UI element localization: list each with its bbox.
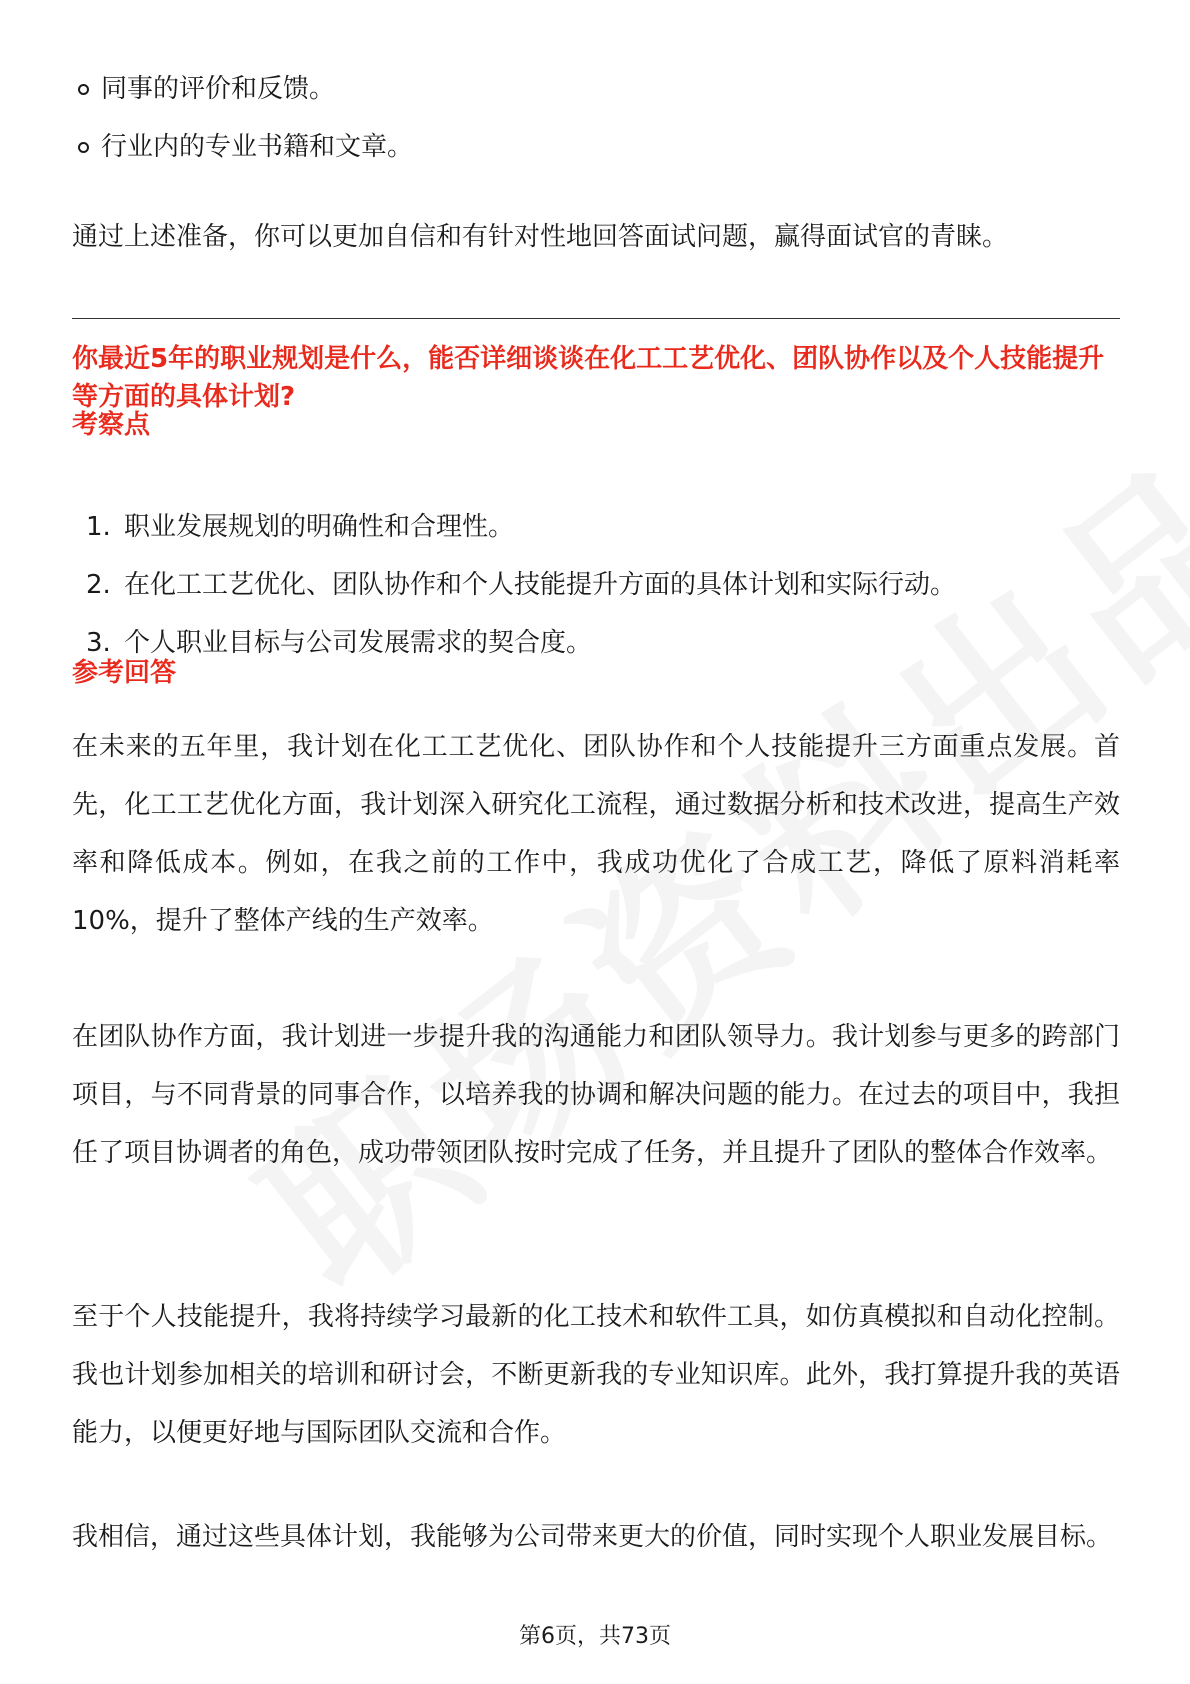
section-divider <box>72 318 1120 319</box>
answer-paragraph: 在未来的五年里，我计划在化工工艺优化、团队协作和个人技能提升三方面重点发展。首先，化工工艺优化方面，我计划深入研究化工流程，通过数据分析和技术改进，提高生产效率和降低成本。例如，在我之前的工作中，我成功优化了合成工艺，降低了原料消耗率10%，提升了整体产线的生产效率。 <box>72 732 1120 936</box>
list-item <box>86 508 956 546</box>
list-item <box>78 128 413 166</box>
list-item <box>86 624 956 662</box>
answer-paragraph: 至于个人技能提升，我将持续学习最新的化工技术和软件工具，如仿真模拟和自动化控制。我也计划参加相关的培训和研讨会，不断更新我的专业知识库。此外，我打算提升我的英语能力，以便更好地与国际团队交流和合作。 <box>72 1302 1120 1448</box>
list-item <box>78 70 413 108</box>
summary-paragraph: 通过上述准备，你可以更加自信和有针对性地回答面试问题，赢得面试官的青睐。 <box>72 222 1009 252</box>
list-item-number: 2. <box>86 570 111 600</box>
circle-bullet-icon <box>78 84 89 95</box>
sub-bullet-list <box>78 70 413 186</box>
list-item-text: 在化工工艺优化、团队协作和个人技能提升方面的具体计划和实际行动。 <box>124 570 957 600</box>
list-item-text: 个人职业目标与公司发展需求的契合度。 <box>124 628 593 658</box>
circle-bullet-icon <box>78 142 89 153</box>
list-item-number: 1. <box>86 512 111 542</box>
answer-paragraph: 在团队协作方面，我计划进一步提升我的沟通能力和团队领导力。我计划参与更多的跨部门项目，与不同背景的同事合作，以培养我的协调和解决问题的能力。在过去的项目中，我担任了项目协调者的角色，成功带领团队按时完成了任务，并且提升了团队的整体合作效率。 <box>72 1022 1120 1168</box>
examination-points-list <box>86 508 956 682</box>
answer-paragraph: 我相信，通过这些具体计划，我能够为公司带来更大的价值，同时实现个人职业发展目标。 <box>72 1522 1113 1552</box>
examination-heading: 考察点 <box>72 410 151 440</box>
page-footer: 第6页，共73页 <box>519 1624 671 1649</box>
list-item-text: 行业内的专业书籍和文章。 <box>101 132 414 162</box>
list-item-number: 3. <box>86 628 111 658</box>
list-item-text: 职业发展规划的明确性和合理性。 <box>124 512 515 542</box>
watermark <box>201 572 1078 1341</box>
answer-heading: 参考回答 <box>72 658 177 688</box>
list-item <box>86 566 956 604</box>
question-title: 你最近5年的职业规划是什么，能否详细谈谈在化工工艺优化、团队协作以及个人技能提升等方面的具体计划? <box>72 344 1105 412</box>
list-item-text: 同事的评价和反馈。 <box>101 74 336 104</box>
